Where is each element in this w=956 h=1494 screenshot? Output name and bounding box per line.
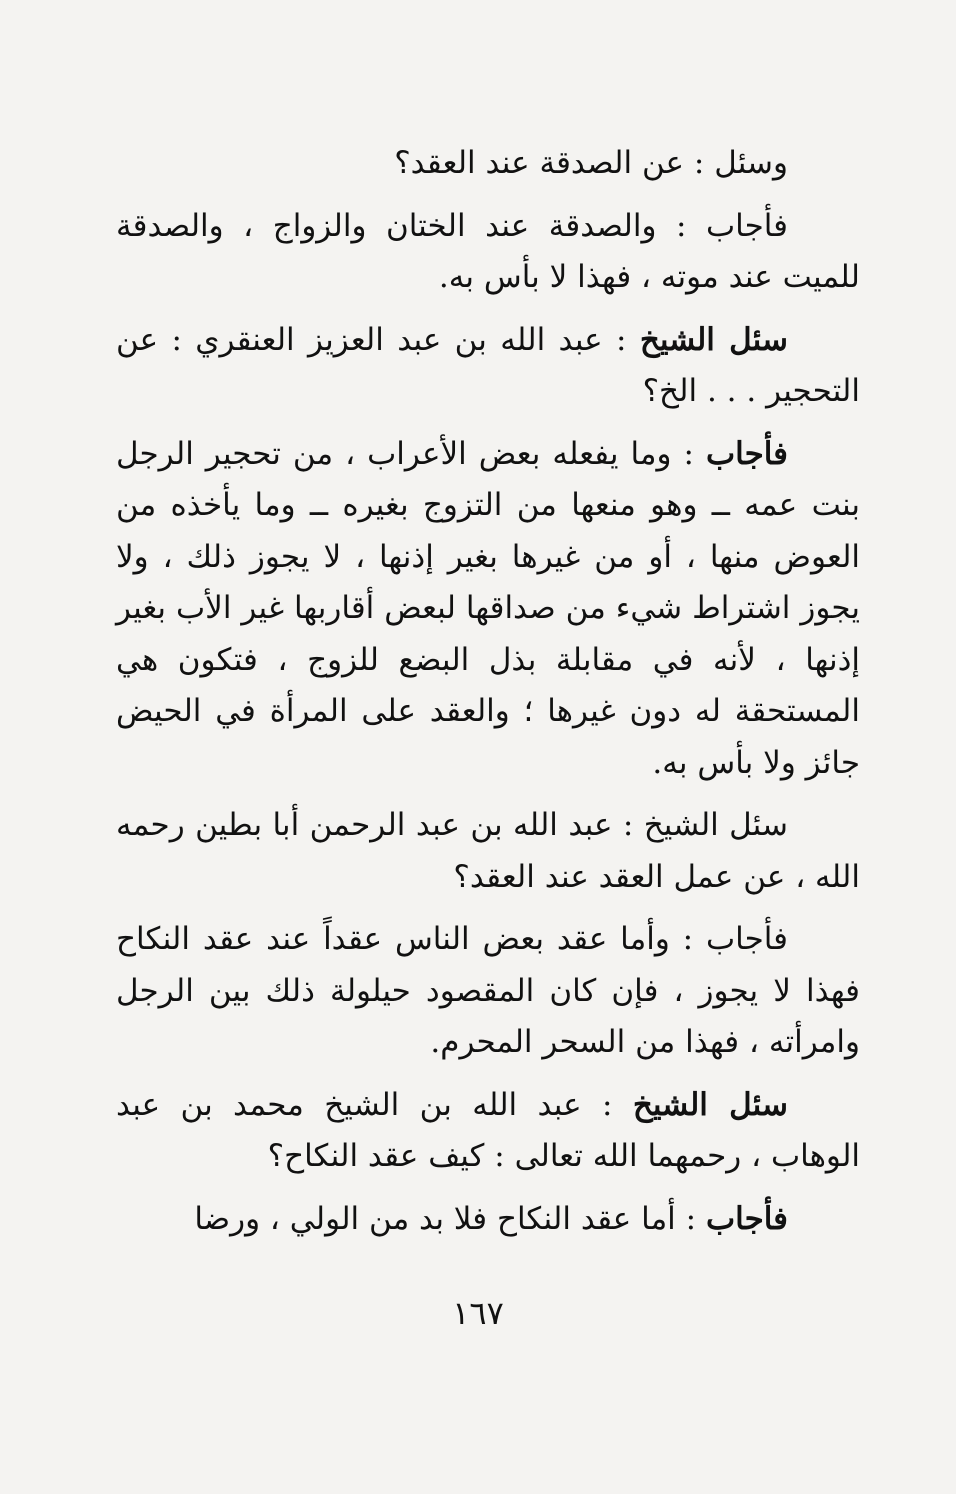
paragraph-body: : وأما عقد بعض الناس عقداً عند عقد النكاح فهذا لا يجوز ، فإن كان المقصود حيلولة ذلك بين الرجل وامرأته ، فهذا من السحر المحرم. <box>116 921 860 1060</box>
paragraph-lead: فأجاب <box>705 1200 788 1237</box>
paragraph-body: : عن الصدقة عند العقد؟ <box>394 145 715 181</box>
paragraph-7 <box>116 1080 860 1183</box>
page-text <box>116 138 860 1256</box>
paragraph-5 <box>116 800 860 903</box>
paragraph-lead: فأجاب <box>705 207 788 244</box>
paragraph-body: : وما يفعله بعض الأعراب ، من تحجير الرجل بنت عمه ــ وهو منعها من التزوج بغيره ــ وما يأخذه من العوض منها ، أو من غيرها بغير إذنها ، لا يجوز ذلك ، ولا يجوز اشتراط شيء من صداقها لبعض أقاربها غير الأب بغير إذنها ، لأنه في مقابلة بذل البضع للزوج ، فتكون هي المستحقة له دون غيرها ؛ والعقد على المرأة في الحيض جائز ولا بأس به. <box>116 435 861 781</box>
paragraph-body: : أما عقد النكاح فلا بد من الولي ، ورضا <box>194 1200 706 1237</box>
page-number: ١٦٧ <box>452 1294 504 1332</box>
paragraph-body: : والصدقة عند الختان والزواج ، والصدقة للميت عند موته ، فهذا لا بأس به. <box>116 207 860 295</box>
paragraph-lead: سئل الشيخ <box>632 1086 788 1123</box>
paragraph-4 <box>116 429 860 790</box>
paragraph-lead: فأجاب <box>705 921 788 957</box>
paragraph-lead: سئل الشيخ <box>639 321 788 358</box>
paragraph-body: : عبد الله بن عبد العزيز العنقري : عن التحجير . . . الخ؟ <box>116 321 860 409</box>
paragraph-2 <box>116 201 860 304</box>
paragraph-lead: فأجاب <box>705 435 788 472</box>
paragraph-body: : عبد الله بن الشيخ محمد بن عبد الوهاب ، رحمهما الله تعالى : كيف عقد النكاح؟ <box>116 1086 860 1174</box>
paragraph-8 <box>116 1194 860 1246</box>
paragraph-body: : عبد الله بن عبد الرحمن أبا بطين رحمه الله ، عن عمل العقد عند العقد؟ <box>116 807 860 895</box>
paragraph-1 <box>116 138 860 190</box>
paragraph-lead: سئل الشيخ <box>643 807 788 843</box>
paragraph-3 <box>116 315 860 418</box>
paragraph-6 <box>116 914 860 1069</box>
paragraph-lead: وسئل <box>714 145 788 181</box>
